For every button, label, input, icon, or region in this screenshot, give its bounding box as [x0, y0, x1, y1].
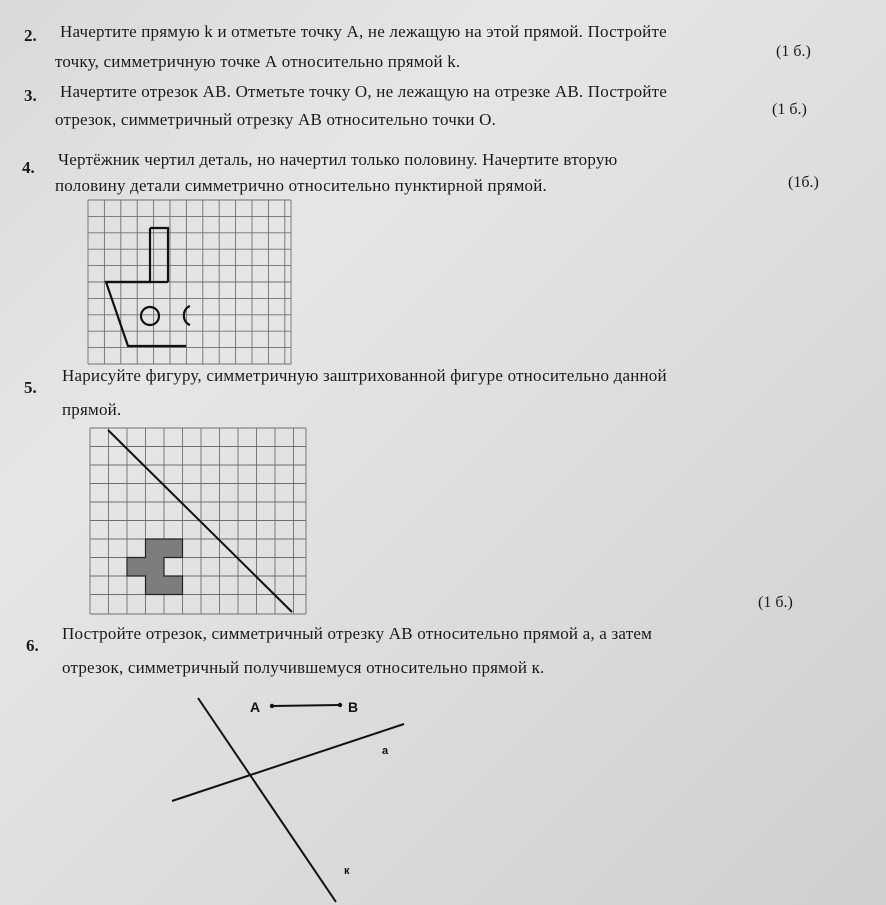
task-6-line-2: отрезок, симметричный получившемуся относительно прямой к. [62, 658, 545, 677]
task-3-line-1: Начертите отрезок АВ. Отметьте точку О, не лежащую на отрезке АВ. Постройте [60, 82, 668, 101]
task-4-score: (1б.) [788, 174, 819, 191]
task-5-grid-lines [90, 428, 306, 614]
task-2-line-1: Начертите прямую k и отметьте точку А, не лежащую на этой прямой. Постройте [60, 22, 667, 41]
task-5-line-2: прямой. [62, 400, 122, 419]
task-5-symmetry-line [108, 430, 292, 612]
task-6-number: 6. [26, 636, 39, 655]
task-4-line-2: половину детали симметрично относительно пунктирной прямой. [55, 176, 547, 195]
point-b-dot [338, 703, 342, 707]
task-2-score: (1 б.) [776, 43, 811, 60]
task-2-line-2: точку, симметричную точке А относительно прямой k. [55, 52, 461, 71]
task-2-number: 2. [24, 26, 37, 45]
task-5-line-1: Нарисуйте фигуру, симметричную заштрихованной фигуре относительно данной [62, 366, 667, 385]
line-a [172, 724, 404, 801]
line-k [198, 698, 336, 902]
task-6-figure [160, 690, 420, 905]
task-5-grid-figure [88, 426, 310, 618]
task-4-line-1: Чертёжник чертил деталь, но начертил только половину. Начертите вторую [58, 150, 618, 169]
task-4-number: 4. [22, 158, 35, 177]
task-4-detail-half [106, 228, 190, 346]
task-4-grid-figure [86, 198, 296, 368]
task-5-number: 5. [24, 378, 37, 397]
task-3-line-2: отрезок, симметричный отрезку АВ относительно точки О. [55, 110, 497, 129]
point-b-label: B [348, 699, 359, 715]
task-6-line-1: Постройте отрезок, симметричный отрезку АВ относительно прямой а, а затем [62, 624, 653, 643]
task-5-shaded-figure [127, 539, 183, 595]
segment-ab [272, 705, 340, 706]
line-a-label: a [382, 745, 389, 757]
task-3-number: 3. [24, 86, 37, 105]
task-3-score: (1 б.) [772, 101, 807, 118]
line-k-label: к [344, 865, 350, 877]
point-a-dot [270, 704, 274, 708]
point-a-label: A [250, 699, 261, 715]
task-5-score: (1 б.) [758, 594, 793, 611]
